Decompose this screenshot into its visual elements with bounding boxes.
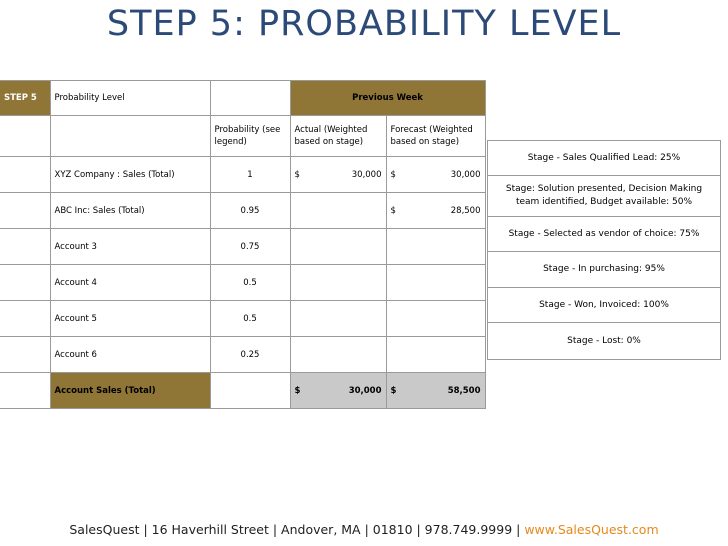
forecast-cell [386, 157, 485, 193]
blank-cell [0, 116, 50, 157]
column-header-forecast: Forecast (Weighted based on stage) [386, 116, 485, 157]
total-actual-cell [290, 373, 386, 409]
actual-cell [290, 157, 386, 193]
forecast-cell [386, 265, 485, 301]
footer-text: SalesQuest | 16 Haverhill Street | Andover, MA | 01810 | 978.749.9999 | [69, 522, 525, 537]
legend-item: Stage - Lost: 0% [567, 335, 641, 346]
step-label: STEP 5 [0, 81, 50, 116]
footer [0, 522, 728, 537]
probability-value: 0.25 [210, 337, 290, 373]
account-name: Account 6 [50, 337, 210, 373]
blank-cell [0, 157, 50, 193]
blank-cell [0, 193, 50, 229]
blank-cell [0, 337, 50, 373]
table-row [0, 193, 485, 229]
header-row [0, 81, 485, 116]
forecast-cell [386, 301, 485, 337]
probability-table [0, 80, 486, 409]
table-row [0, 229, 485, 265]
header-empty-cell [210, 81, 290, 116]
total-label: Account Sales (Total) [50, 373, 210, 409]
blank-cell [0, 229, 50, 265]
blank-cell [0, 301, 50, 337]
actual-cell [290, 301, 386, 337]
total-row [0, 373, 485, 409]
legend-item: Stage - Sales Qualified Lead: 25% [488, 141, 720, 176]
column-header-row [0, 116, 485, 157]
legend-item: Stage - Selected as vendor of choice: 75% [488, 217, 720, 252]
blank-cell [0, 373, 50, 409]
account-name: XYZ Company : Sales (Total) [50, 157, 210, 193]
currency-symbol: $ [294, 169, 300, 180]
table-row [0, 301, 485, 337]
account-name: Account 4 [50, 265, 210, 301]
forecast-cell [386, 337, 485, 373]
legend-item: Stage: Solution presented, Decision Making team identified, Budget available: 50% [488, 176, 720, 217]
column-header-probability: Probability (see legend) [210, 116, 290, 157]
actual-value: 30,000 [351, 169, 382, 180]
stage-legend [487, 140, 721, 360]
website-link[interactable]: www.SalesQuest.com [524, 522, 659, 537]
table-row [0, 337, 485, 373]
probability-value: 0.5 [210, 265, 290, 301]
account-name: ABC Inc: Sales (Total) [50, 193, 210, 229]
account-name: Account 3 [50, 229, 210, 265]
forecast-value: 28,500 [450, 205, 481, 216]
probability-value: 0.5 [210, 301, 290, 337]
currency-symbol: $ [390, 169, 396, 180]
header-previous-week: Previous Week [290, 81, 485, 116]
currency-symbol: $ [390, 385, 397, 396]
account-name: Account 5 [50, 301, 210, 337]
blank-cell [50, 116, 210, 157]
forecast-value: 30,000 [450, 169, 481, 180]
actual-cell [290, 337, 386, 373]
total-forecast-cell [386, 373, 485, 409]
total-probability-cell [210, 373, 290, 409]
column-header-actual: Actual (Weighted based on stage) [290, 116, 386, 157]
actual-cell [290, 193, 386, 229]
probability-value: 1 [210, 157, 290, 193]
total-actual-value: 30,000 [348, 385, 382, 396]
probability-value: 0.95 [210, 193, 290, 229]
legend-item: Stage - In purchasing: 95% [488, 252, 720, 288]
table-row [0, 265, 485, 301]
legend-item: Stage - Won, Invoiced: 100% [488, 288, 720, 323]
actual-cell [290, 229, 386, 265]
table-row [0, 157, 485, 193]
currency-symbol: $ [294, 385, 301, 396]
actual-cell [290, 265, 386, 301]
currency-symbol: $ [390, 205, 396, 216]
header-probability-level: Probability Level [50, 81, 210, 116]
slide-title: STEP 5: PROBABILITY LEVEL [106, 4, 622, 44]
blank-cell [0, 265, 50, 301]
total-forecast-value: 58,500 [447, 385, 481, 396]
forecast-cell [386, 193, 485, 229]
forecast-cell [386, 229, 485, 265]
probability-value: 0.75 [210, 229, 290, 265]
